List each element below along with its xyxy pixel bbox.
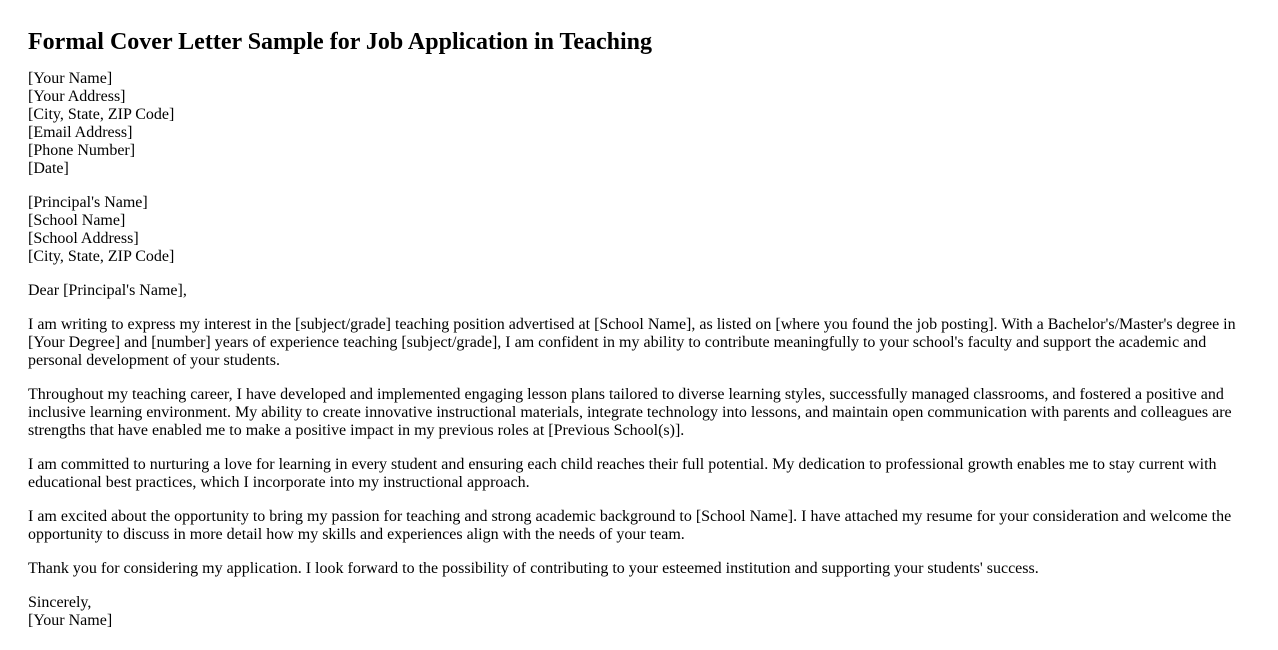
sender-phone: [Phone Number] bbox=[28, 142, 136, 159]
signature-name: [Your Name] bbox=[28, 612, 113, 629]
body-paragraph: I am writing to express my interest in the [subject/grade] teaching position advertised at [School Name], as listed on [where you found the job posting]. With a Bachelor's/Master's degree in [Your Degree] and [number] years of experience teaching [subject/grade], I am confident in my ability to contribute meaningfully to your school's faculty and support the academic and personal development of your students. bbox=[28, 316, 1236, 369]
closing-phrase: Sincerely, bbox=[28, 594, 92, 611]
sender-address-block bbox=[28, 70, 1250, 178]
body-paragraph: I am committed to nurturing a love for learning in every student and ensuring each child reaches their full potential. My dedication to professional growth enables me to stay current with educational best practices, which I incorporate into my instructional approach. bbox=[28, 456, 1217, 491]
sender-address: [Your Address] bbox=[28, 88, 126, 105]
letter-date: [Date] bbox=[28, 160, 69, 177]
sender-email: [Email Address] bbox=[28, 124, 133, 141]
body-paragraph: Throughout my teaching career, I have developed and implemented engaging lesson plans tailored to diverse learning styles, successfully managed classrooms, and fostered a positive and inclusive learning environment. My ability to create innovative instructional materials, integrate technology into lessons, and maintain open communication with parents and colleagues are strengths that have enabled me to make a positive impact in my previous roles at [Previous School(s)]. bbox=[28, 386, 1232, 439]
body-paragraph: Thank you for considering my application. I look forward to the possibility of contributing to your esteemed institution and supporting your students' success. bbox=[28, 560, 1039, 577]
recipient-name: [Principal's Name] bbox=[28, 194, 148, 211]
page-title: Formal Cover Letter Sample for Job Application in Teaching bbox=[28, 29, 653, 55]
recipient-city-state-zip: [City, State, ZIP Code] bbox=[28, 248, 175, 265]
body-paragraph: I am excited about the opportunity to bring my passion for teaching and strong academic background to [School Name]. I have attached my resume for your consideration and welcome the opportunity to discuss in more detail how my skills and experiences align with the needs of your team. bbox=[28, 508, 1232, 543]
sender-name: [Your Name] bbox=[28, 70, 113, 87]
salutation: Dear [Principal's Name], bbox=[28, 282, 187, 299]
recipient-school-name: [School Name] bbox=[28, 212, 126, 229]
sender-city-state-zip: [City, State, ZIP Code] bbox=[28, 106, 175, 123]
recipient-address-block bbox=[28, 194, 1250, 266]
closing-block bbox=[28, 594, 1250, 630]
recipient-school-address: [School Address] bbox=[28, 230, 139, 247]
